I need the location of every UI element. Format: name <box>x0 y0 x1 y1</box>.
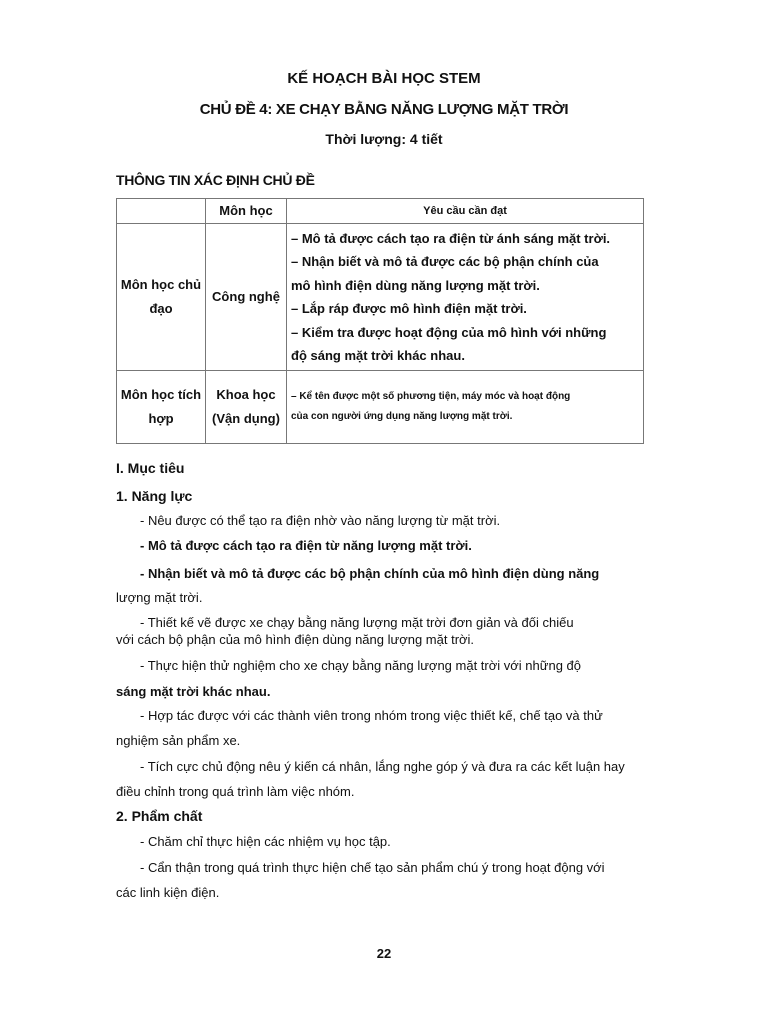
requirements-cell <box>287 224 644 371</box>
requirement-item: – Nhận biết và mô tả được các bộ phận chính của <box>291 254 599 269</box>
requirement-item: – Lắp ráp được mô hình điện mặt trời. <box>291 301 527 316</box>
requirements-cell <box>287 371 644 444</box>
topic-info-table <box>116 198 644 444</box>
topic-info-heading: THÔNG TIN XÁC ĐỊNH CHỦ ĐỀ <box>116 172 315 188</box>
objective-line: sáng mặt trời khác nhau. <box>116 684 271 699</box>
table-header-cell: Môn học <box>206 199 287 224</box>
table-header-cell <box>117 199 206 224</box>
objective-line: - Nhận biết và mô tả được các bộ phận chính của mô hình điện dùng năng <box>140 566 600 581</box>
objective-line: - Thực hiện thử nghiệm cho xe chạy bằng năng lượng mặt trời với những độ <box>140 658 581 673</box>
requirement-item: của con người ứng dụng năng lượng mặt trời. <box>291 411 513 422</box>
competency-heading: 1. Năng lực <box>116 488 193 504</box>
objective-line: - Thiết kế vẽ được xe chạy bằng năng lượng mặt trời đơn giản và đối chiếu <box>140 615 574 630</box>
objective-line: - Nêu được có thể tạo ra điện nhờ vào năng lượng từ mặt trời. <box>140 513 501 528</box>
objective-line: - Chăm chỉ thực hiện các nhiệm vụ học tập. <box>140 834 391 849</box>
qualities-heading: 2. Phẩm chất <box>116 808 203 824</box>
requirement-item: độ sáng mặt trời khác nhau. <box>291 348 465 363</box>
table-row <box>117 371 644 444</box>
objective-line: - Mô tả được cách tạo ra điện từ năng lượng mặt trời. <box>140 538 472 553</box>
table-cell: Môn học chủ đạo <box>117 224 206 371</box>
requirement-item: mô hình điện dùng năng lượng mặt trời. <box>291 277 540 293</box>
objective-line: - Hợp tác được với các thành viên trong nhóm trong việc thiết kế, chế tạo và thử <box>140 708 603 723</box>
requirement-item: – Mô tả được cách tạo ra điện từ ánh sáng mặt trời. <box>291 230 611 246</box>
objective-line: điều chỉnh trong quá trình làm việc nhóm. <box>116 784 355 799</box>
requirement-item: – Kể tên được một số phương tiện, máy móc và hoạt động <box>291 391 571 402</box>
topic-title: CHỦ ĐỀ 4: XE CHẠY BẰNG NĂNG LƯỢNG MẶT TRỜI <box>199 101 569 118</box>
table-cell: Khoa học (Vận dụng) <box>206 371 287 444</box>
objective-line: nghiệm sản phẩm xe. <box>116 733 241 748</box>
objective-line: lượng mặt trời. <box>116 590 203 605</box>
objective-line: - Tích cực chủ động nêu ý kiến cá nhân, lắng nghe góp ý và đưa ra các kết luận hay <box>140 759 625 774</box>
objective-line: các linh kiện điện. <box>116 885 220 900</box>
duration-text: Thời lượng: 4 tiết <box>325 131 443 147</box>
objective-line: với cách bộ phận của mô hình điện dùng năng lượng mặt trời. <box>116 632 475 647</box>
requirement-item: – Kiểm tra được hoạt động của mô hình với những <box>291 324 607 340</box>
page-number: 22 <box>376 946 392 961</box>
objectives-heading: I. Mục tiêu <box>116 460 185 476</box>
lesson-plan-title: KẾ HOẠCH BÀI HỌC STEM <box>287 70 481 87</box>
table-header-row <box>117 199 644 224</box>
table-header-cell: Yêu cầu cần đạt <box>287 199 644 224</box>
table-row <box>117 224 644 371</box>
table-cell: Công nghệ <box>206 224 287 371</box>
objective-line: - Cẩn thận trong quá trình thực hiện chế tạo sản phẩm chú ý trong hoạt động với <box>140 860 605 875</box>
table-cell: Môn học tích hợp <box>117 371 206 444</box>
